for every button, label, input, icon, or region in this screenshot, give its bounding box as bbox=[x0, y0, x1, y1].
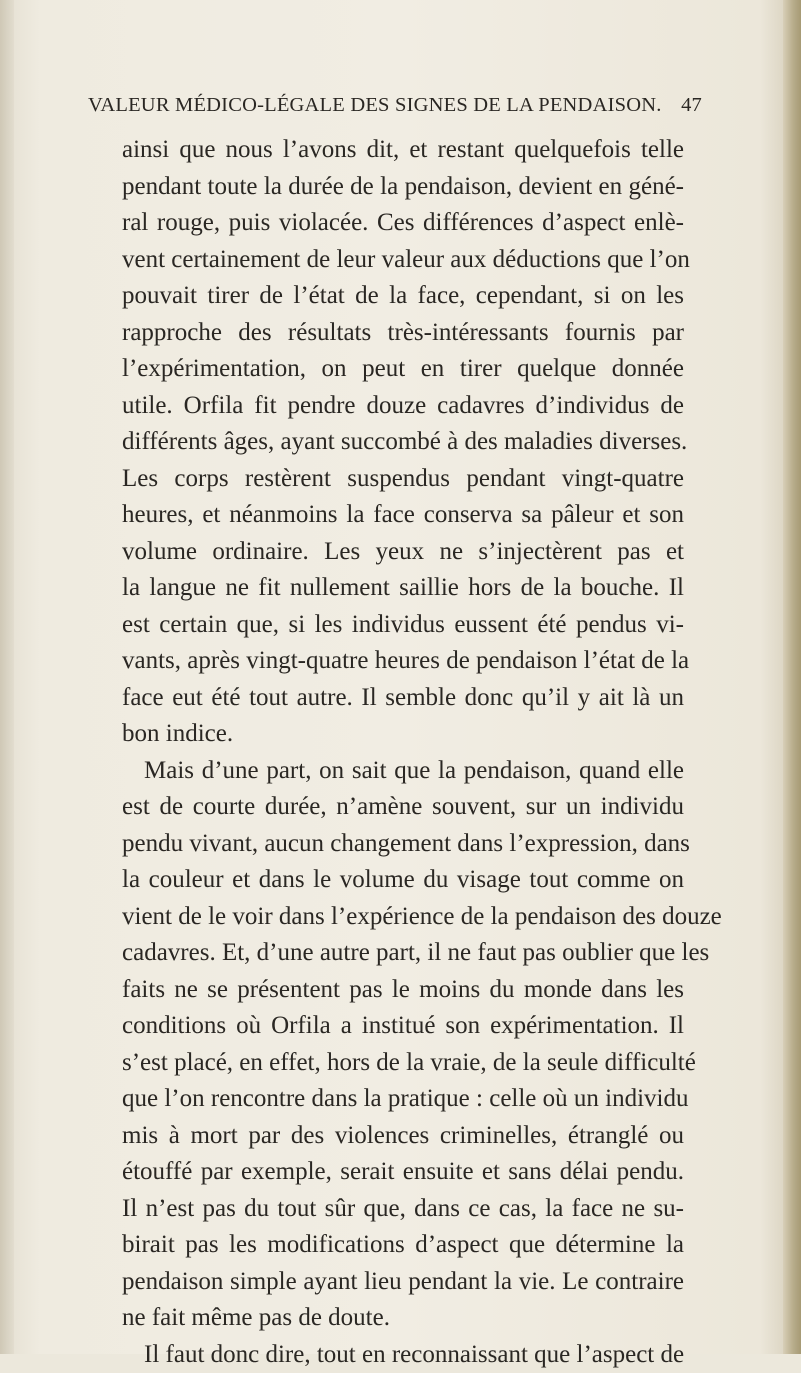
text-line: volume ordinaire. Les yeux ne s’injectèrent pas et bbox=[122, 534, 684, 571]
text-line: ral rouge, puis violacée. Ces différences d’aspect enlè- bbox=[122, 205, 684, 242]
paragraph bbox=[122, 132, 684, 753]
text-line: face eut été tout autre. Il semble donc qu’il y ait là un bbox=[122, 680, 684, 717]
text-line: vent certainement de leur valeur aux déductions que l’on bbox=[122, 242, 684, 279]
text-line: Mais d’une part, on sait que la pendaison, quand elle bbox=[122, 753, 684, 790]
body-text bbox=[122, 132, 684, 1373]
text-line: ainsi que nous l’avons dit, et restant quelquefois telle bbox=[122, 132, 684, 169]
text-line: différents âges, ayant succombé à des maladies diverses. bbox=[122, 424, 684, 461]
text-line: heures, et néanmoins la face conserva sa pâleur et son bbox=[122, 497, 684, 534]
text-line: pouvait tirer de l’état de la face, cependant, si on les bbox=[122, 278, 684, 315]
text-line: pendant toute la durée de la pendaison, devient en géné- bbox=[122, 169, 684, 206]
page-left-margin-shadow bbox=[0, 0, 14, 1354]
text-line: conditions où Orfila a institué son expérimentation. Il bbox=[122, 1008, 684, 1045]
text-line: l’expérimentation, on peut en tirer quelque donnée bbox=[122, 351, 684, 388]
text-line: faits ne se présentent pas le moins du monde dans les bbox=[122, 972, 684, 1009]
page-binding-edge bbox=[783, 0, 801, 1354]
paragraph bbox=[122, 1337, 684, 1373]
text-line: ne fait même pas de doute. bbox=[122, 1300, 684, 1337]
text-line: vants, après vingt-quatre heures de pendaison l’état de la bbox=[122, 643, 684, 680]
text-line: Il faut donc dire, tout en reconnaissant que l’aspect de bbox=[122, 1337, 684, 1373]
text-line: bon indice. bbox=[122, 716, 684, 753]
text-line: est certain que, si les individus eussent été pendus vi- bbox=[122, 607, 684, 644]
text-line: vient de le voir dans l’expérience de la pendaison des douze bbox=[122, 899, 684, 936]
text-line: mis à mort par des violences criminelles, étranglé ou bbox=[122, 1118, 684, 1155]
text-line: Il n’est pas du tout sûr que, dans ce cas, la face ne su- bbox=[122, 1191, 684, 1228]
text-line: pendaison simple ayant lieu pendant la vie. Le contraire bbox=[122, 1264, 684, 1301]
text-line: est de courte durée, n’amène souvent, sur un individu bbox=[122, 789, 684, 826]
text-line: rapproche des résultats très-intéressants fournis par bbox=[122, 315, 684, 352]
text-line: la couleur et dans le volume du visage tout comme on bbox=[122, 862, 684, 899]
text-line: cadavres. Et, d’une autre part, il ne faut pas oublier que les bbox=[122, 935, 684, 972]
page-number: 47 bbox=[681, 94, 702, 117]
text-line: que l’on rencontre dans la pratique : celle où un individu bbox=[122, 1081, 684, 1118]
text-line: étouffé par exemple, serait ensuite et sans délai pendu. bbox=[122, 1154, 684, 1191]
text-line: la langue ne fit nullement saillie hors de la bouche. Il bbox=[122, 570, 684, 607]
text-line: birait pas les modifications d’aspect que détermine la bbox=[122, 1227, 684, 1264]
paragraph bbox=[122, 753, 684, 1337]
text-line: s’est placé, en effet, hors de la vraie, de la seule difficulté bbox=[122, 1045, 684, 1082]
running-head bbox=[88, 94, 678, 124]
text-line: pendu vivant, aucun changement dans l’expression, dans bbox=[122, 826, 684, 863]
text-line: Les corps restèrent suspendus pendant vingt-quatre bbox=[122, 461, 684, 498]
running-head-title: VALEUR MÉDICO-LÉGALE DES SIGNES DE LA PENDAISON. bbox=[88, 94, 662, 117]
text-line: utile. Orfila fit pendre douze cadavres d’individus de bbox=[122, 388, 684, 425]
